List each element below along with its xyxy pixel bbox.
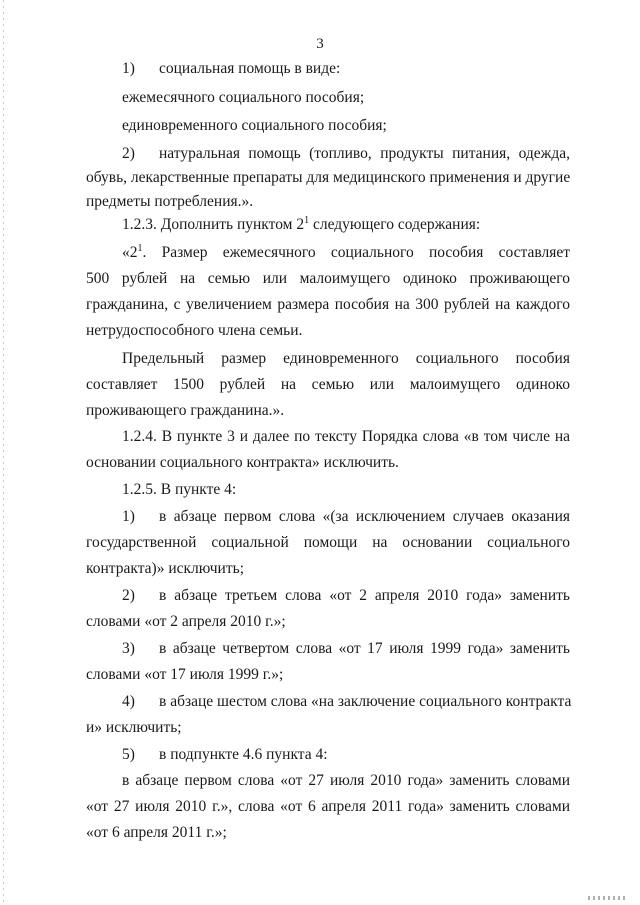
list-number: 2)	[122, 145, 135, 162]
text-line: составляет 1500 рублей на семью или малоимущего одиноко	[86, 376, 570, 393]
text-line	[122, 586, 570, 605]
line-text: «2	[122, 244, 138, 261]
text-line: «от 27 июля 2010 г.», слова «от 6 апреля 2011 года» заменить словами	[86, 798, 570, 815]
text-line: нетрудоспособного члена семьи.	[86, 322, 303, 339]
scan-left-edge	[3, 0, 4, 905]
text-line	[122, 692, 570, 711]
text-line: обувь, лекарственные препараты для медицинского применения и другие	[86, 169, 571, 186]
text-line: предметы потребления.».	[86, 193, 254, 210]
text-line: основании социального контракта» исключить.	[86, 454, 399, 471]
line-text: в абзаце третьем слова «от 2 апреля 2010 года» заменить	[159, 587, 570, 604]
text-line: гражданина, с увеличением размера пособия на 300 рублей на каждого	[86, 296, 570, 313]
line-text: социальная помощь в виде:	[159, 60, 341, 77]
line-text: в абзаце четвертом слова «от 17 июля 1999 года» заменить	[159, 640, 570, 657]
text-line	[122, 745, 570, 764]
list-number: 1)	[122, 60, 135, 77]
text-line: 1.2.4. В пункте 3 и далее по тексту Порядка слова «в том числе на	[122, 428, 570, 445]
list-number: 1)	[122, 508, 135, 525]
text-line	[122, 215, 570, 234]
text-line	[122, 507, 570, 526]
text-line: и» исключить;	[86, 719, 182, 736]
line-text: 1.2.3. Дополнить пунктом 2	[122, 216, 305, 233]
text-line: проживающего гражданина.».	[86, 402, 285, 419]
text-line	[122, 639, 570, 658]
line-text: в абзаце шестом слова «на заключение социального контракта	[159, 693, 572, 710]
text-line	[122, 59, 570, 78]
page-number: 3	[316, 36, 324, 52]
text-line	[122, 243, 570, 262]
list-number: 3)	[122, 640, 135, 657]
list-number: 2)	[122, 587, 135, 604]
line-text: в подпункте 4.6 пункта 4:	[159, 746, 328, 763]
superscript: 1	[137, 242, 143, 254]
list-number: 4)	[122, 693, 135, 710]
text-line: Предельный размер единовременного социального пособия	[122, 350, 570, 367]
list-number: 5)	[122, 746, 135, 763]
text-line: 1.2.5. В пункте 4:	[122, 481, 237, 498]
scan-corner-marks	[588, 896, 628, 900]
line-text: натуральная помощь (топливо, продукты питания, одежда,	[159, 145, 570, 162]
text-line: 500 рублей на семью или малоимущего одиноко проживающего	[86, 270, 570, 287]
text-line: государственной социальной помощи на основании социального	[86, 534, 570, 551]
line-text: . Размер ежемесячного социального пособия составляет	[142, 244, 570, 261]
text-line	[122, 144, 570, 163]
text-line: в абзаце первом слова «от 27 июля 2010 года» заменить словами	[122, 772, 570, 789]
text-line: словами «от 17 июля 1999 г.»;	[86, 666, 284, 683]
line-text: следующего содержания:	[309, 216, 481, 233]
superscript: 1	[304, 214, 310, 226]
text-line: словами «от 2 апреля 2010 г.»;	[86, 613, 286, 630]
text-line: контракта)» исключить;	[86, 560, 245, 577]
text-line: «от 6 апреля 2011 г.»;	[86, 824, 227, 841]
line-text: в абзаце первом слова «(за исключением случаев оказания	[159, 508, 570, 525]
text-line: ежемесячного социального пособия;	[122, 89, 365, 106]
text-line: единовременного социального пособия;	[122, 117, 387, 134]
